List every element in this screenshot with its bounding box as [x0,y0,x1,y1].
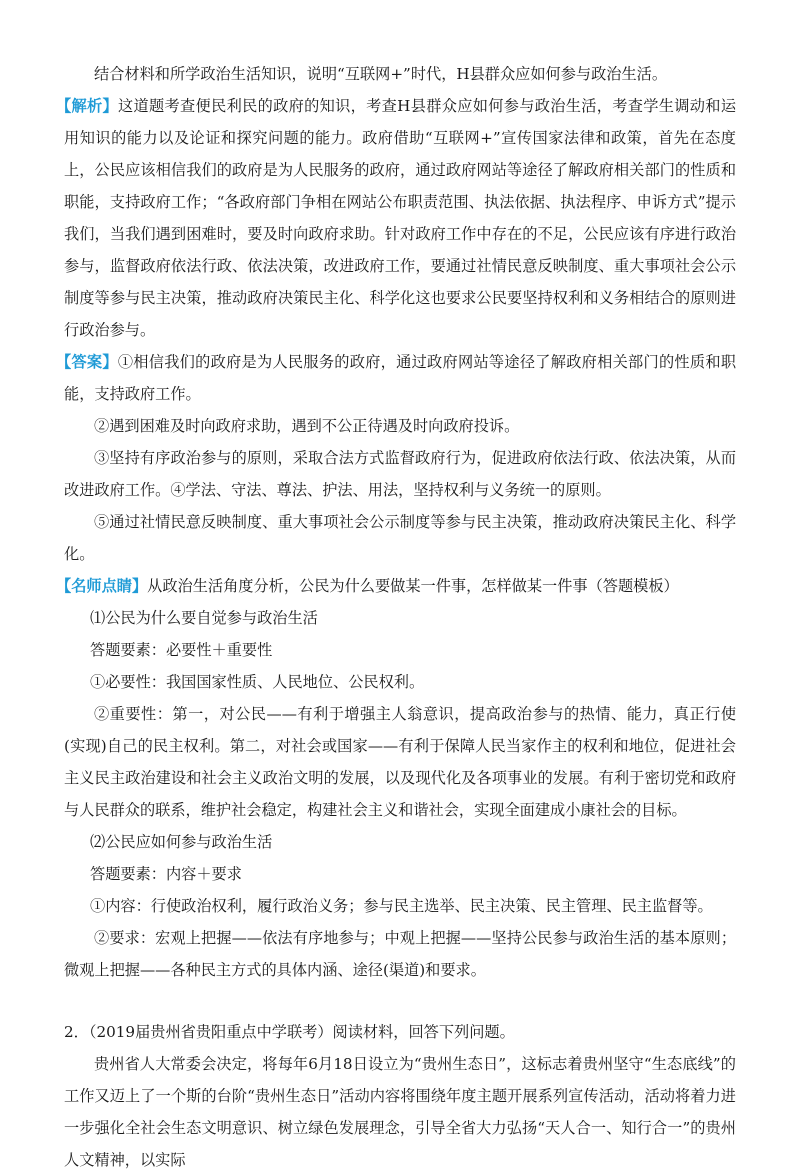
answer-item-1 [56,346,737,410]
answer-tag: 【答案】 [56,353,118,371]
question2-header: 2．（2019届贵州省贵阳重点中学联考）阅读材料，回答下列问题。 [64,1023,515,1041]
document-page [56,58,737,1176]
question2-material: 贵州省人大常委会决定，将每年6月18日设立为“贵州生态日”，这标志着贵州坚守“生态底线”的工作又迈上了一个斯的台阶“贵州生态日”活动内容将围绕年度主题开展系列宣传活动，活动将着力进一步强化全社会生态文明意识、树立绿色发展理念，引导全省大力弘扬“天人合一、知行合一”的贵州人文精神，以实际 [64,1055,736,1169]
teacher-notes-intro [56,570,736,602]
teacher-notes-intro-text: 从政治生活角度分析，公民为什么要做某一件事，怎样做某一件事（答题模板） [147,577,679,595]
part1-necessity: ①必要性：我国国家性质、人民地位、公民权利。 [90,673,425,691]
analysis-text: 这道题考查便民利民的政府的知识，考查H县群众应如何参与政治生活，考查学生调动和运用知识的能力以及论证和探究问题的能力。政府借助“互联网+”宣传国家法律和政策，首先在态度上，公民应该相信我们的政府是为人民服务的政府，通过政府网站等途径了解政府相关部门的性质和职能，支持政府工作；“各政府部门争相在网站公布职责范围、执法依据、执法程序、申诉方式”提示我们，当我们遇到困难时，要及时向政府求助。针对政府工作中存在的不足，公民应该有序进行政治参与，监督政府依法行政、依法决策，改进政府工作，要通过社情民意反映制度、重大事项社会公示制度等参与民主决策，推动政府决策民主化、科学化这也要求公民要坚持权利和义务相结合的原则进行政治参与。 [64,97,737,339]
analysis-tag: 【解析】 [56,97,119,115]
answer-item-3: ③坚持有序政治参与的原则，采取合法方式监督政府行为，促进政府依法行政、依法决策，从而改进政府工作。④学法、守法、尊法、护法、用法，坚持权利与义务统一的原则。 [64,449,736,499]
answer-item-5: ⑤通过社情民意反映制度、重大事项社会公示制度等参与民主决策，推动政府决策民主化、科学化。 [64,513,736,563]
part1-elements: 答题要素：必要性＋重要性 [90,641,273,659]
part1-importance: ②重要性：第一，对公民——有利于增强主人翁意识，提高政治参与的热情、能力，真正行使(实现)自己的民主权利。第二，对社会或国家——有利于保障人民当家作主的权利和地位，促进社会主义民主政治建设和社会主义政治文明的发展，以及现代化及各项事业的发展。有利于密切党和政府与人民群众的联系，维护社会稳定，构建社会主义和谐社会，实现全面建成小康社会的目标。 [64,705,736,819]
teacher-notes-tag: 【名师点睛】 [56,577,148,595]
part2-title: ⑵公民应如何参与政治生活 [90,833,273,851]
answer-item-1-text: ①相信我们的政府是为人民服务的政府，通过政府网站等途径了解政府相关部门的性质和职能，支持政府工作。 [64,353,737,403]
part2-requirements: ②要求：宏观上把握——依法有序地参与；中观上把握——坚持公民参与政治生活的基本原则；微观上把握——各种民主方式的具体内涵、途径(渠道)和要求。 [64,929,736,979]
question-prompt: 结合材料和所学政治生活知识，说明“互联网+”时代，H县群众应如何参与政治生活。 [94,65,668,83]
part2-elements: 答题要素：内容＋要求 [90,865,242,883]
part2-content: ①内容：行使政治权利，履行政治义务；参与民主选举、民主决策、民主管理、民主监督等。 [90,897,713,915]
analysis-paragraph [56,90,737,346]
section-gap [64,986,736,1016]
answer-item-2: ②遇到困难及时向政府求助，遇到不公正待遇及时向政府投诉。 [94,417,520,435]
part1-title: ⑴公民为什么要自觉参与政治生活 [90,609,318,627]
